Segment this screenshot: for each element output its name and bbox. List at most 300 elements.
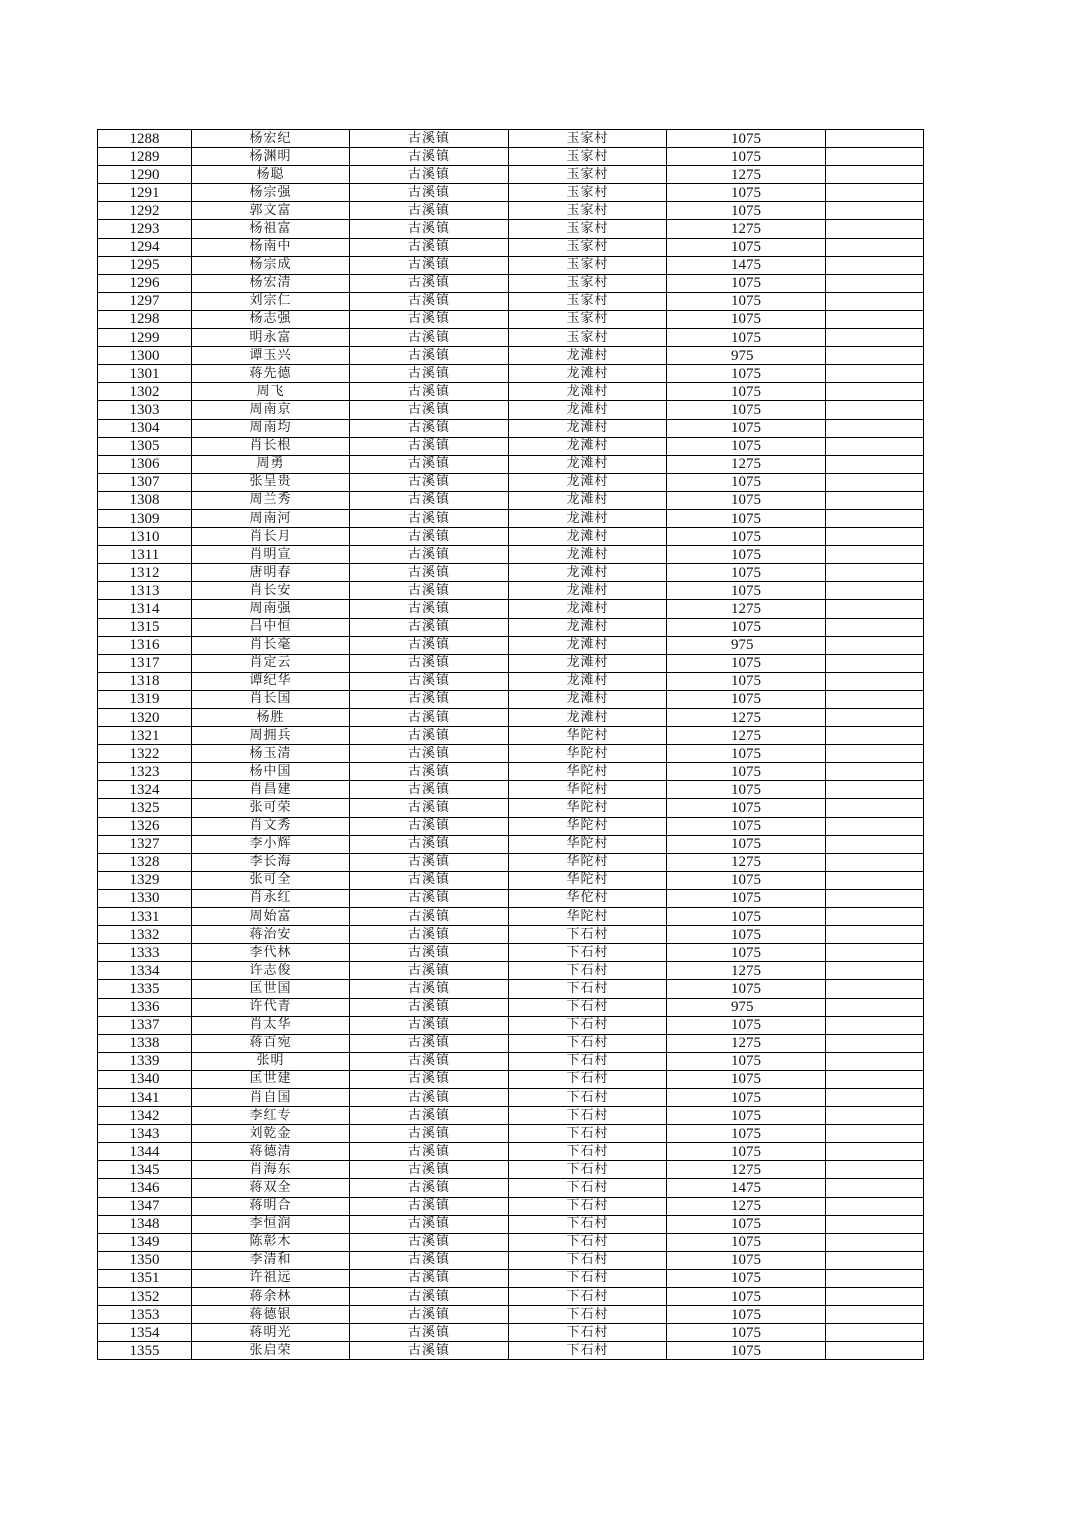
person-name-cell: 李代林: [192, 944, 350, 962]
row-number-cell: 1354: [98, 1324, 192, 1342]
table-row: [98, 310, 924, 328]
town-cell: 古溪镇: [350, 1288, 509, 1306]
amount-cell: 1275: [667, 1161, 826, 1179]
table-row: [98, 1342, 924, 1360]
row-number-cell: 1331: [98, 908, 192, 926]
table-row: [98, 690, 924, 708]
table-row: [98, 455, 924, 473]
note-cell: [826, 1034, 924, 1052]
village-cell: 玉家村: [509, 130, 667, 148]
note-cell: [826, 1143, 924, 1161]
amount-cell: 1075: [667, 1251, 826, 1269]
amount-cell: 1275: [667, 166, 826, 184]
note-cell: [826, 329, 924, 347]
amount-cell: 1275: [667, 1197, 826, 1215]
town-cell: 古溪镇: [350, 600, 509, 618]
town-cell: 古溪镇: [350, 220, 509, 238]
table-row: [98, 763, 924, 781]
amount-cell: 1075: [667, 1342, 826, 1360]
row-number-cell: 1296: [98, 274, 192, 292]
town-cell: 古溪镇: [350, 310, 509, 328]
table-row: [98, 383, 924, 401]
person-name-cell: 杨宏清: [192, 274, 350, 292]
town-cell: 古溪镇: [350, 528, 509, 546]
row-number-cell: 1333: [98, 944, 192, 962]
table-row: [98, 926, 924, 944]
person-name-cell: 许志俊: [192, 962, 350, 980]
table-row: [98, 727, 924, 745]
row-number-cell: 1343: [98, 1125, 192, 1143]
person-name-cell: 肖明宣: [192, 546, 350, 564]
town-cell: 古溪镇: [350, 1125, 509, 1143]
table-row: [98, 1034, 924, 1052]
amount-cell: 1075: [667, 419, 826, 437]
person-name-cell: 张明: [192, 1052, 350, 1070]
village-cell: 华陀村: [509, 799, 667, 817]
row-number-cell: 1338: [98, 1034, 192, 1052]
village-cell: 下石村: [509, 1215, 667, 1233]
table-row: [98, 1088, 924, 1106]
town-cell: 古溪镇: [350, 835, 509, 853]
town-cell: 古溪镇: [350, 1215, 509, 1233]
town-cell: 古溪镇: [350, 347, 509, 365]
amount-cell: 1075: [667, 871, 826, 889]
town-cell: 古溪镇: [350, 1197, 509, 1215]
person-name-cell: 周南强: [192, 600, 350, 618]
row-number-cell: 1297: [98, 292, 192, 310]
note-cell: [826, 709, 924, 727]
table-row: [98, 347, 924, 365]
person-name-cell: 周始富: [192, 908, 350, 926]
amount-cell: 975: [667, 347, 826, 365]
person-name-cell: 杨南中: [192, 238, 350, 256]
row-number-cell: 1341: [98, 1088, 192, 1106]
note-cell: [826, 690, 924, 708]
town-cell: 古溪镇: [350, 1179, 509, 1197]
amount-cell: 975: [667, 636, 826, 654]
person-name-cell: 许祖远: [192, 1269, 350, 1287]
amount-cell: 1075: [667, 238, 826, 256]
town-cell: 古溪镇: [350, 889, 509, 907]
note-cell: [826, 310, 924, 328]
table-row: [98, 1016, 924, 1034]
person-name-cell: 蒋双全: [192, 1179, 350, 1197]
village-cell: 下石村: [509, 1324, 667, 1342]
row-number-cell: 1299: [98, 329, 192, 347]
person-name-cell: 匡世建: [192, 1070, 350, 1088]
village-cell: 下石村: [509, 1288, 667, 1306]
row-number-cell: 1340: [98, 1070, 192, 1088]
note-cell: [826, 347, 924, 365]
note-cell: [826, 383, 924, 401]
village-cell: 下石村: [509, 1143, 667, 1161]
row-number-cell: 1291: [98, 184, 192, 202]
town-cell: 古溪镇: [350, 1342, 509, 1360]
person-name-cell: 肖长国: [192, 690, 350, 708]
note-cell: [826, 998, 924, 1016]
village-cell: 下石村: [509, 1179, 667, 1197]
note-cell: [826, 1324, 924, 1342]
person-name-cell: 杨渊明: [192, 148, 350, 166]
note-cell: [826, 473, 924, 491]
town-cell: 古溪镇: [350, 690, 509, 708]
town-cell: 古溪镇: [350, 130, 509, 148]
person-name-cell: 蒋余林: [192, 1288, 350, 1306]
person-name-cell: 周飞: [192, 383, 350, 401]
amount-cell: 1075: [667, 329, 826, 347]
note-cell: [826, 980, 924, 998]
person-name-cell: 蒋明光: [192, 1324, 350, 1342]
amount-cell: 1075: [667, 202, 826, 220]
village-cell: 华陀村: [509, 763, 667, 781]
table-row: [98, 202, 924, 220]
village-cell: 下石村: [509, 1269, 667, 1287]
village-cell: 龙滩村: [509, 600, 667, 618]
table-row: [98, 148, 924, 166]
table-row: [98, 1107, 924, 1125]
town-cell: 古溪镇: [350, 1016, 509, 1034]
note-cell: [826, 184, 924, 202]
row-number-cell: 1325: [98, 799, 192, 817]
row-number-cell: 1290: [98, 166, 192, 184]
row-number-cell: 1301: [98, 365, 192, 383]
amount-cell: 1075: [667, 1016, 826, 1034]
village-cell: 华佗村: [509, 889, 667, 907]
row-number-cell: 1350: [98, 1251, 192, 1269]
town-cell: 古溪镇: [350, 709, 509, 727]
row-number-cell: 1324: [98, 781, 192, 799]
amount-cell: 1075: [667, 980, 826, 998]
row-number-cell: 1327: [98, 835, 192, 853]
amount-cell: 1075: [667, 437, 826, 455]
row-number-cell: 1320: [98, 709, 192, 727]
table-row: [98, 600, 924, 618]
table-row: [98, 817, 924, 835]
row-number-cell: 1305: [98, 437, 192, 455]
table-row: [98, 491, 924, 509]
town-cell: 古溪镇: [350, 491, 509, 509]
table-row: [98, 1215, 924, 1233]
table-row: [98, 1070, 924, 1088]
person-name-cell: 蒋治安: [192, 926, 350, 944]
row-number-cell: 1319: [98, 690, 192, 708]
village-cell: 下石村: [509, 1251, 667, 1269]
row-number-cell: 1347: [98, 1197, 192, 1215]
table-row: [98, 654, 924, 672]
row-number-cell: 1344: [98, 1143, 192, 1161]
table-row: [98, 1125, 924, 1143]
amount-cell: 1075: [667, 1324, 826, 1342]
row-number-cell: 1337: [98, 1016, 192, 1034]
note-cell: [826, 763, 924, 781]
person-name-cell: 张可荣: [192, 799, 350, 817]
note-cell: [826, 1251, 924, 1269]
note-cell: [826, 962, 924, 980]
note-cell: [826, 148, 924, 166]
amount-cell: 1075: [667, 546, 826, 564]
table-row: [98, 184, 924, 202]
note-cell: [826, 600, 924, 618]
town-cell: 古溪镇: [350, 980, 509, 998]
village-cell: 玉家村: [509, 256, 667, 274]
town-cell: 古溪镇: [350, 184, 509, 202]
table-row: [98, 636, 924, 654]
table-row: [98, 745, 924, 763]
note-cell: [826, 455, 924, 473]
amount-cell: 1075: [667, 365, 826, 383]
note-cell: [826, 220, 924, 238]
row-number-cell: 1323: [98, 763, 192, 781]
note-cell: [826, 238, 924, 256]
note-cell: [826, 1233, 924, 1251]
row-number-cell: 1328: [98, 853, 192, 871]
amount-cell: 1075: [667, 1269, 826, 1287]
table-row: [98, 1197, 924, 1215]
person-name-cell: 李小辉: [192, 835, 350, 853]
note-cell: [826, 1179, 924, 1197]
town-cell: 古溪镇: [350, 166, 509, 184]
row-number-cell: 1314: [98, 600, 192, 618]
town-cell: 古溪镇: [350, 853, 509, 871]
note-cell: [826, 274, 924, 292]
village-cell: 龙滩村: [509, 564, 667, 582]
person-name-cell: 唐明春: [192, 564, 350, 582]
note-cell: [826, 546, 924, 564]
note-cell: [826, 1125, 924, 1143]
row-number-cell: 1342: [98, 1107, 192, 1125]
note-cell: [826, 401, 924, 419]
village-cell: 下石村: [509, 1233, 667, 1251]
amount-cell: 1275: [667, 962, 826, 980]
town-cell: 古溪镇: [350, 1233, 509, 1251]
village-cell: 下石村: [509, 1070, 667, 1088]
town-cell: 古溪镇: [350, 473, 509, 491]
amount-cell: 1075: [667, 148, 826, 166]
table-row: [98, 799, 924, 817]
person-name-cell: 张呈贵: [192, 473, 350, 491]
person-name-cell: 蒋德银: [192, 1306, 350, 1324]
row-number-cell: 1317: [98, 654, 192, 672]
table-row: [98, 1179, 924, 1197]
row-number-cell: 1318: [98, 672, 192, 690]
row-number-cell: 1321: [98, 727, 192, 745]
village-cell: 龙滩村: [509, 383, 667, 401]
town-cell: 古溪镇: [350, 618, 509, 636]
row-number-cell: 1330: [98, 889, 192, 907]
note-cell: [826, 419, 924, 437]
amount-cell: 1075: [667, 745, 826, 763]
amount-cell: 1075: [667, 1070, 826, 1088]
roster-table-body: [98, 130, 924, 1360]
amount-cell: 1275: [667, 455, 826, 473]
person-name-cell: 肖自国: [192, 1088, 350, 1106]
row-number-cell: 1349: [98, 1233, 192, 1251]
person-name-cell: 匡世国: [192, 980, 350, 998]
row-number-cell: 1329: [98, 871, 192, 889]
person-name-cell: 肖定云: [192, 654, 350, 672]
row-number-cell: 1312: [98, 564, 192, 582]
town-cell: 古溪镇: [350, 871, 509, 889]
note-cell: [826, 618, 924, 636]
table-row: [98, 419, 924, 437]
town-cell: 古溪镇: [350, 727, 509, 745]
person-name-cell: 周兰秀: [192, 491, 350, 509]
town-cell: 古溪镇: [350, 419, 509, 437]
village-cell: 下石村: [509, 1161, 667, 1179]
amount-cell: 1075: [667, 509, 826, 527]
town-cell: 古溪镇: [350, 654, 509, 672]
table-row: [98, 781, 924, 799]
person-name-cell: 肖太华: [192, 1016, 350, 1034]
amount-cell: 1075: [667, 654, 826, 672]
table-row: [98, 365, 924, 383]
village-cell: 下石村: [509, 980, 667, 998]
table-row: [98, 672, 924, 690]
table-row: [98, 871, 924, 889]
person-name-cell: 李长海: [192, 853, 350, 871]
person-name-cell: 周南均: [192, 419, 350, 437]
village-cell: 华陀村: [509, 727, 667, 745]
town-cell: 古溪镇: [350, 1324, 509, 1342]
amount-cell: 1075: [667, 817, 826, 835]
note-cell: [826, 654, 924, 672]
table-row: [98, 1324, 924, 1342]
table-row: [98, 256, 924, 274]
amount-cell: 1075: [667, 763, 826, 781]
amount-cell: 1075: [667, 1107, 826, 1125]
person-name-cell: 明永富: [192, 329, 350, 347]
town-cell: 古溪镇: [350, 1107, 509, 1125]
table-row: [98, 1052, 924, 1070]
table-row: [98, 1251, 924, 1269]
amount-cell: 1275: [667, 853, 826, 871]
person-name-cell: 谭纪华: [192, 672, 350, 690]
table-row: [98, 1233, 924, 1251]
note-cell: [826, 437, 924, 455]
row-number-cell: 1292: [98, 202, 192, 220]
amount-cell: 1075: [667, 889, 826, 907]
note-cell: [826, 1088, 924, 1106]
amount-cell: 1075: [667, 292, 826, 310]
person-name-cell: 肖永红: [192, 889, 350, 907]
amount-cell: 1475: [667, 1179, 826, 1197]
village-cell: 龙滩村: [509, 401, 667, 419]
row-number-cell: 1309: [98, 509, 192, 527]
row-number-cell: 1294: [98, 238, 192, 256]
row-number-cell: 1293: [98, 220, 192, 238]
table-row: [98, 709, 924, 727]
town-cell: 古溪镇: [350, 944, 509, 962]
row-number-cell: 1308: [98, 491, 192, 509]
town-cell: 古溪镇: [350, 763, 509, 781]
table-row: [98, 401, 924, 419]
table-row: [98, 1269, 924, 1287]
table-row: [98, 509, 924, 527]
row-number-cell: 1326: [98, 817, 192, 835]
village-cell: 玉家村: [509, 238, 667, 256]
amount-cell: 1075: [667, 1143, 826, 1161]
village-cell: 下石村: [509, 962, 667, 980]
note-cell: [826, 781, 924, 799]
person-name-cell: 杨志强: [192, 310, 350, 328]
person-name-cell: 郭文富: [192, 202, 350, 220]
person-name-cell: 肖长根: [192, 437, 350, 455]
row-number-cell: 1345: [98, 1161, 192, 1179]
village-cell: 下石村: [509, 998, 667, 1016]
village-cell: 玉家村: [509, 148, 667, 166]
note-cell: [826, 926, 924, 944]
town-cell: 古溪镇: [350, 365, 509, 383]
village-cell: 下石村: [509, 944, 667, 962]
note-cell: [826, 889, 924, 907]
note-cell: [826, 871, 924, 889]
row-number-cell: 1332: [98, 926, 192, 944]
village-cell: 玉家村: [509, 292, 667, 310]
person-name-cell: 许代青: [192, 998, 350, 1016]
amount-cell: 1475: [667, 256, 826, 274]
amount-cell: 1075: [667, 130, 826, 148]
table-row: [98, 980, 924, 998]
row-number-cell: 1295: [98, 256, 192, 274]
town-cell: 古溪镇: [350, 817, 509, 835]
town-cell: 古溪镇: [350, 799, 509, 817]
row-number-cell: 1313: [98, 582, 192, 600]
amount-cell: 1075: [667, 383, 826, 401]
person-name-cell: 蒋先德: [192, 365, 350, 383]
row-number-cell: 1315: [98, 618, 192, 636]
amount-cell: 1075: [667, 926, 826, 944]
town-cell: 古溪镇: [350, 401, 509, 419]
person-name-cell: 蒋百宛: [192, 1034, 350, 1052]
row-number-cell: 1298: [98, 310, 192, 328]
amount-cell: 1075: [667, 564, 826, 582]
town-cell: 古溪镇: [350, 437, 509, 455]
amount-cell: 1075: [667, 1125, 826, 1143]
note-cell: [826, 1342, 924, 1360]
village-cell: 华陀村: [509, 908, 667, 926]
amount-cell: 1275: [667, 1034, 826, 1052]
person-name-cell: 杨宏纪: [192, 130, 350, 148]
note-cell: [826, 1070, 924, 1088]
table-row: [98, 437, 924, 455]
amount-cell: 1075: [667, 401, 826, 419]
amount-cell: 1075: [667, 1215, 826, 1233]
amount-cell: 1075: [667, 582, 826, 600]
town-cell: 古溪镇: [350, 1143, 509, 1161]
note-cell: [826, 365, 924, 383]
town-cell: 古溪镇: [350, 546, 509, 564]
table-row: [98, 1306, 924, 1324]
table-row: [98, 528, 924, 546]
person-name-cell: 周勇: [192, 455, 350, 473]
note-cell: [826, 564, 924, 582]
amount-cell: 1075: [667, 672, 826, 690]
village-cell: 下石村: [509, 1034, 667, 1052]
note-cell: [826, 908, 924, 926]
note-cell: [826, 1107, 924, 1125]
town-cell: 古溪镇: [350, 256, 509, 274]
town-cell: 古溪镇: [350, 564, 509, 582]
person-name-cell: 陈彰木: [192, 1233, 350, 1251]
note-cell: [826, 202, 924, 220]
table-row: [98, 130, 924, 148]
note-cell: [826, 799, 924, 817]
table-row: [98, 962, 924, 980]
village-cell: 华陀村: [509, 817, 667, 835]
town-cell: 古溪镇: [350, 672, 509, 690]
village-cell: 龙滩村: [509, 546, 667, 564]
amount-cell: 975: [667, 998, 826, 1016]
